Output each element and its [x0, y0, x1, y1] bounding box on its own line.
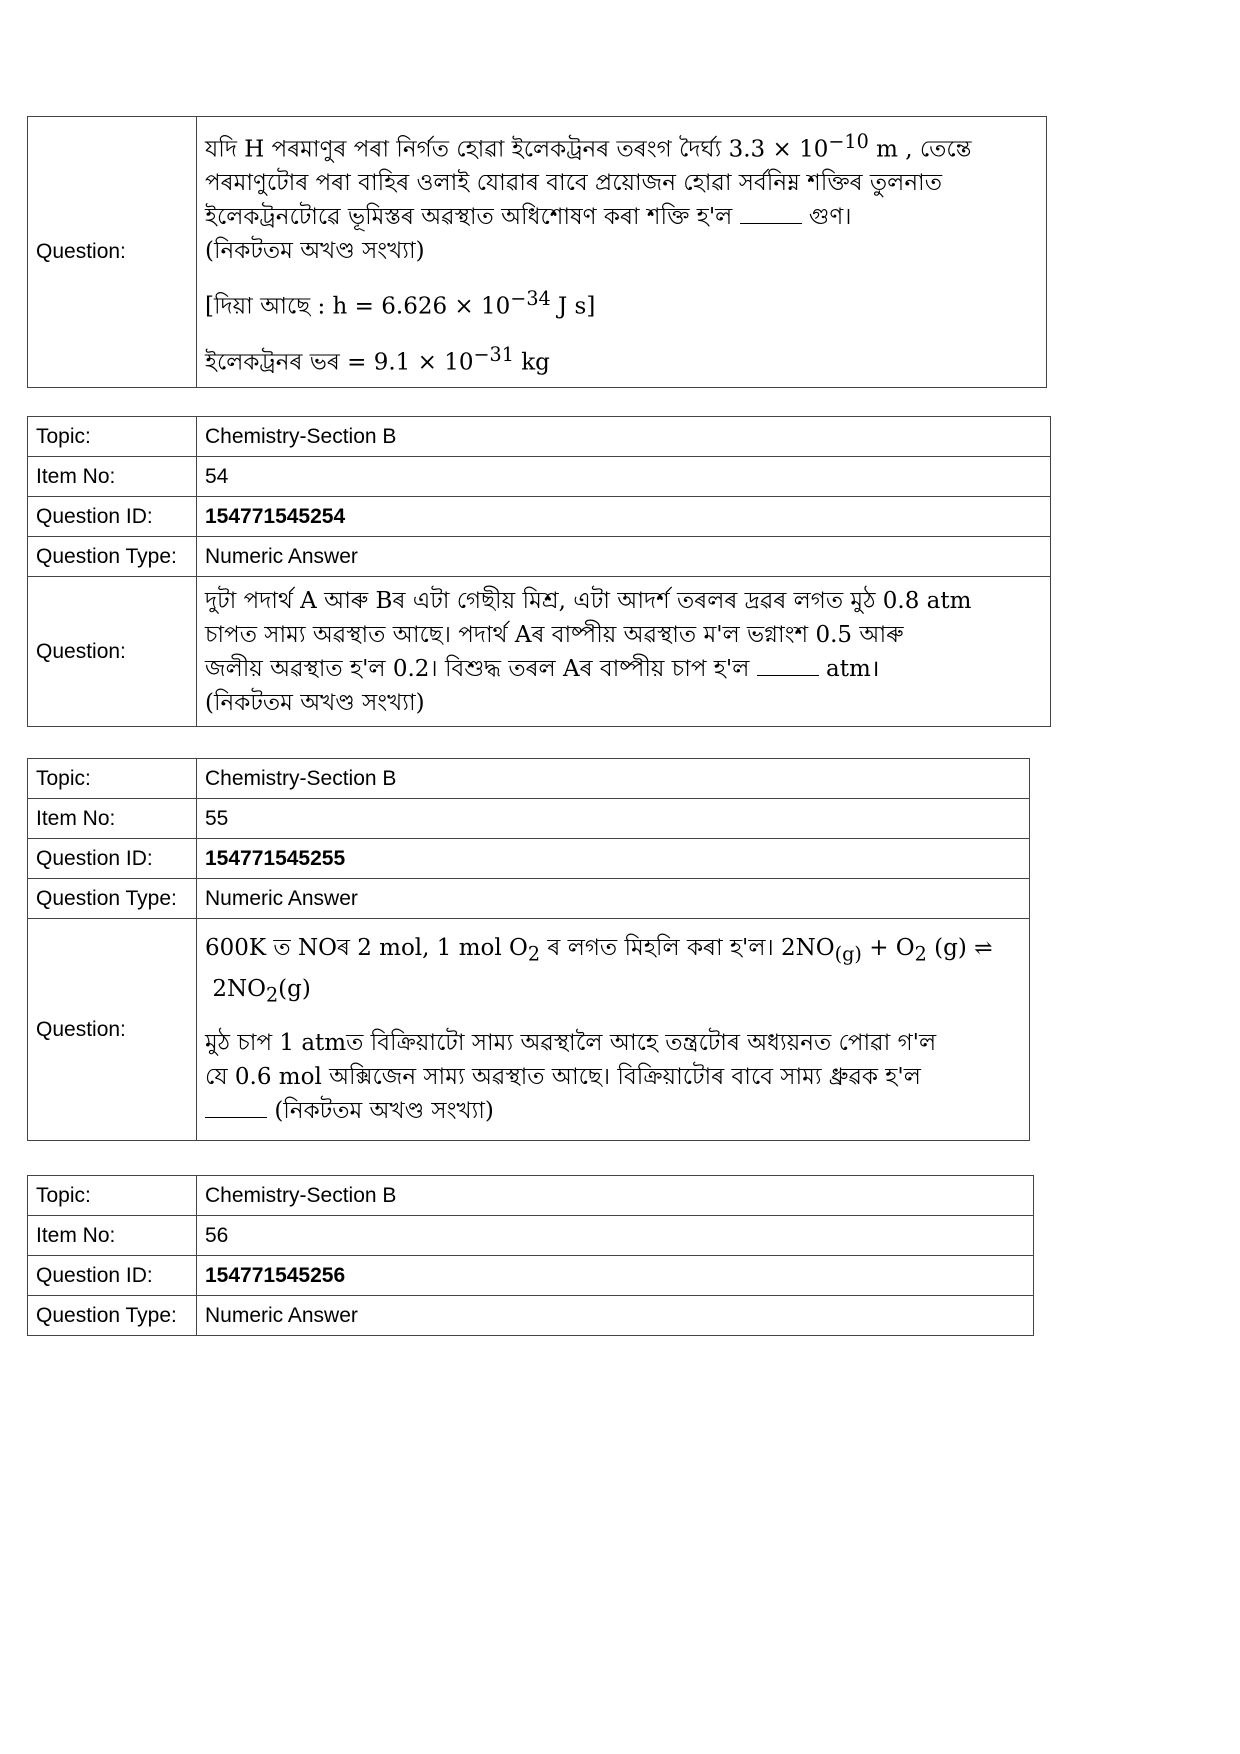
item-no-label: Item No: — [28, 799, 197, 839]
question-id-value: 154771545256 — [197, 1256, 1034, 1296]
question-label: Question: — [28, 117, 197, 388]
question-type-value: Numeric Answer — [197, 1296, 1034, 1336]
topic-label: Topic: — [28, 1176, 197, 1216]
item-no-value: 54 — [197, 457, 1051, 497]
topic-label: Topic: — [28, 417, 197, 457]
item-no-label: Item No: — [28, 457, 197, 497]
question-label: Question: — [28, 577, 197, 727]
question-id-label: Question ID: — [28, 1256, 197, 1296]
topic-value: Chemistry-Section B — [197, 417, 1051, 457]
question-type-label: Question Type: — [28, 879, 197, 919]
question-id-value: 154771545254 — [197, 497, 1051, 537]
topic-value: Chemistry-Section B — [197, 1176, 1034, 1216]
question-type-label: Question Type: — [28, 537, 197, 577]
question-text: যদি H পৰমাণুৰ পৰা নিৰ্গত হোৱা ইলেকট্ৰনৰ তৰংগ দৈৰ্ঘ্য $3.3 \times 10^{-10}$ m , তেন্তে পৰমাণুটোৰ পৰা বাহিৰ ওলাই যোৱাৰ বাবে প্ৰয়োজন হোৱা সৰ্বনিম্ন শক্তিৰ তুলনাত ইলেকট্ৰনটোৱে ভূমিস্তৰ অৱস্থাত অধিশোষণ কৰা শক্তি হ'ল গুণ। (নিকটতম অখণ্ড সংখ্যা) [দিয়া আছে : $h = 6.626 \times 10^{-34}$ J s] ইলেকট্ৰনৰ ভৰ = $9.1 \times 10^{-31}$ kg — [197, 117, 1047, 388]
question-table-56 — [27, 1175, 1034, 1336]
question-id-label: Question ID: — [28, 839, 197, 879]
question-type-value: Numeric Answer — [197, 879, 1030, 919]
equilibrium-arrow-icon: ⇌ — [974, 935, 993, 961]
question-id-label: Question ID: — [28, 497, 197, 537]
question-table-53 — [27, 116, 1047, 388]
question-id-value: 154771545255 — [197, 839, 1030, 879]
question-type-value: Numeric Answer — [197, 537, 1051, 577]
item-no-label: Item No: — [28, 1216, 197, 1256]
item-no-value: 56 — [197, 1216, 1034, 1256]
question-text: দুটা পদাৰ্থ A আৰু Bৰ এটা গেছীয় মিশ্ৰ, এটা আদৰ্শ তৰলৰ দ্ৰৱৰ লগত মুঠ 0.8 atm চাপত সাম্য অৱস্থাত আছে। পদাৰ্থ Aৰ বাষ্পীয় অৱস্থাত ম'ল ভগ্নাংশ 0.5 আৰু জলীয় অৱস্থাত হ'ল 0.2। বিশুদ্ধ তৰল Aৰ বাষ্পীয় চাপ হ'ল atm। (নিকটতম অখণ্ড সংখ্যা) — [197, 577, 1051, 727]
question-table-54 — [27, 416, 1051, 727]
topic-value: Chemistry-Section B — [197, 759, 1030, 799]
topic-label: Topic: — [28, 759, 197, 799]
question-table-55 — [27, 758, 1030, 1141]
question-type-label: Question Type: — [28, 1296, 197, 1336]
question-label: Question: — [28, 919, 197, 1141]
question-text: 600K ত NOৰ 2 mol, 1 mol $O_2$ ৰ লগত মিহলি কৰা হ'ল। $2NO_{(g)} + O_2$ (g) ⇌ $2NO_2(g)$ মুঠ চাপ 1 atmত বিক্ৰিয়াটো সাম্য অৱস্থালৈ আহে তন্ত্ৰটোৰ অধ্যয়নত পোৱা গ'ল যে 0.6 mol অক্সিজেন সাম্য অৱস্থাত আছে। বিক্ৰিয়াটোৰ বাবে সাম্য ধ্ৰুৱক হ'ল (নিকটতম অখণ্ড সংখ্যা) — [197, 919, 1030, 1141]
item-no-value: 55 — [197, 799, 1030, 839]
